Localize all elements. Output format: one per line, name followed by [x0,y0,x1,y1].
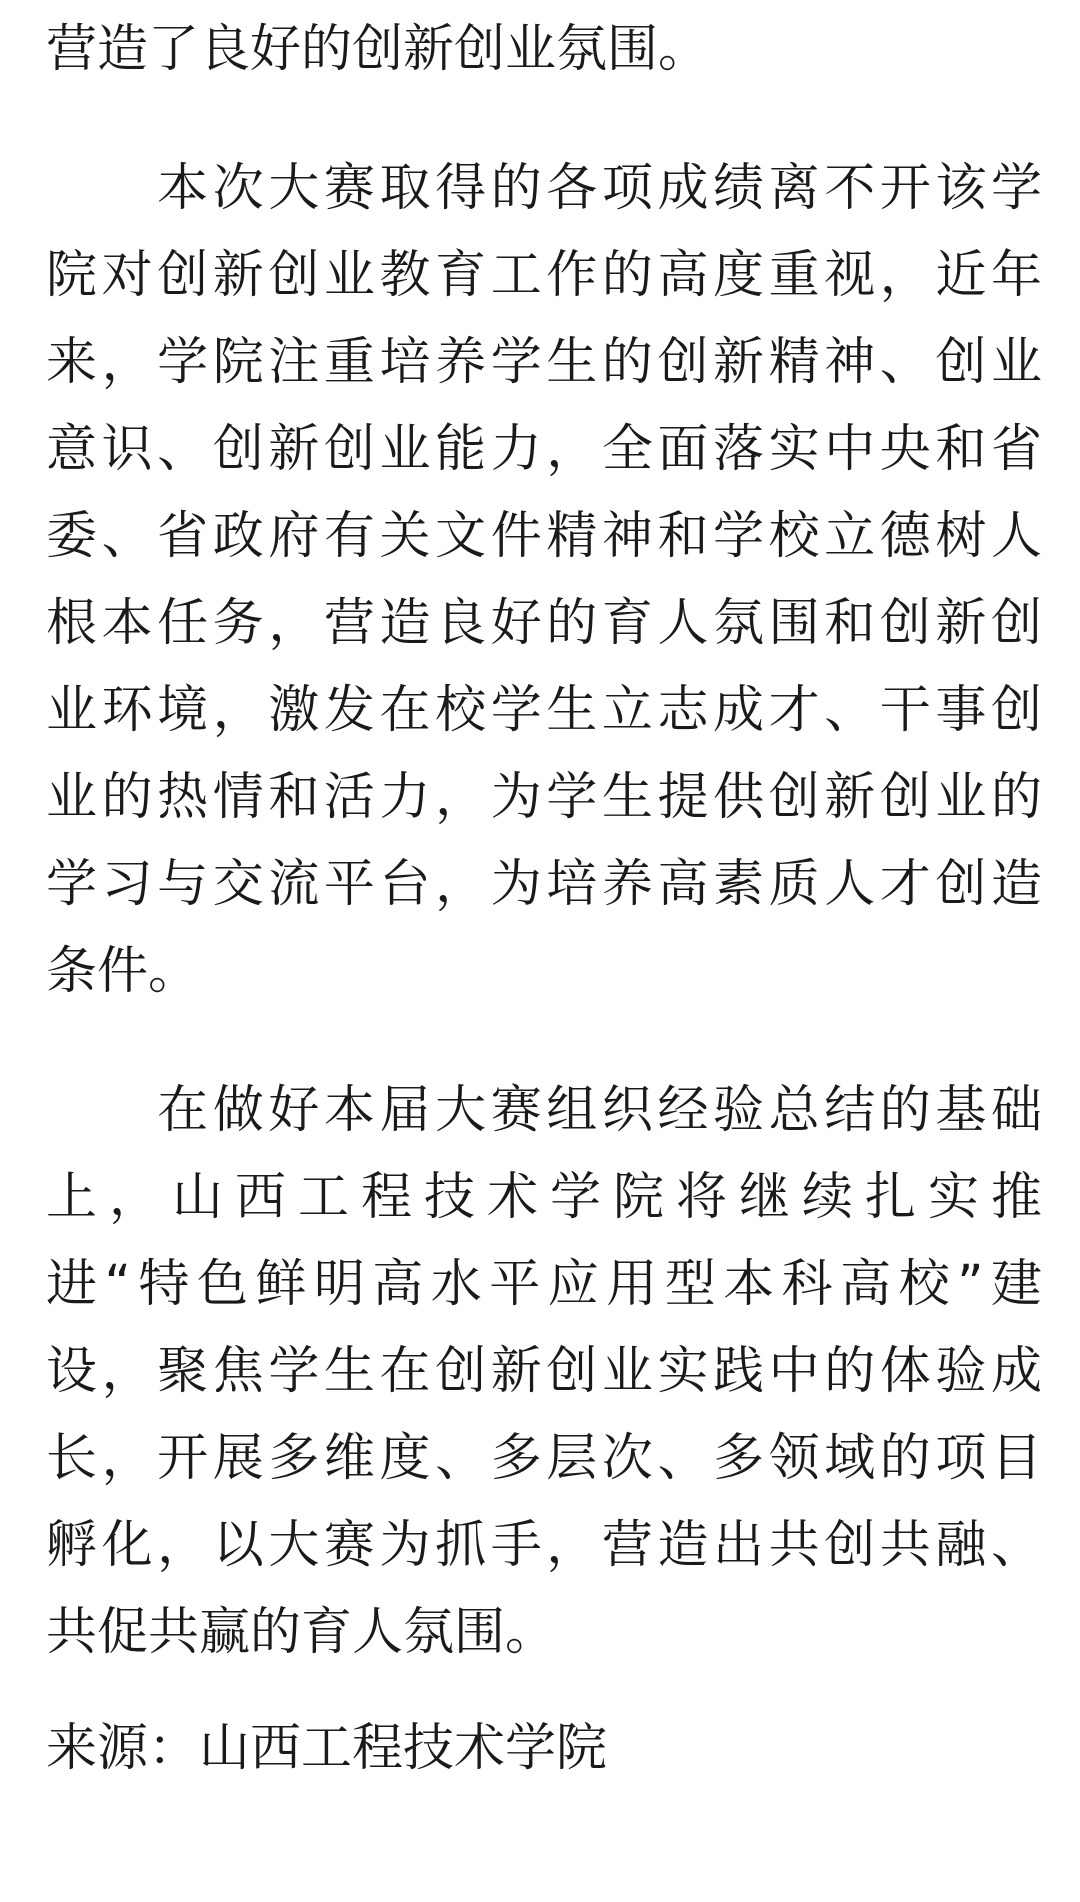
article-body [46,0,1042,1792]
paragraph-line: 根本任务，营造良好的育人氛围和创新创 [46,594,1042,653]
paragraph-line: 在做好本届大赛组织经验总结的基础 [46,1081,1042,1140]
paragraph-line: 业的热情和活力，为学生提供创新创业的 [46,768,1042,827]
paragraph-line: 委、省政府有关文件精神和学校立德树人 [46,507,1042,566]
paragraph-line: 意识、创新创业能力，全面落实中央和省 [46,420,1042,479]
paragraph-line: 条件。 [46,942,200,1001]
paragraph-line: 设，聚焦学生在创新创业实践中的体验成 [46,1342,1042,1401]
paragraph-line: 学习与交流平台，为培养高素质人才创造 [46,855,1042,914]
paragraph-line: 共促共赢的育人氛围。 [46,1603,557,1662]
paragraph-line: 营造了良好的创新创业氛围。 [46,20,710,79]
paragraph [46,145,1042,1015]
paragraph-line: 本次大赛取得的各项成绩离不开该学 [46,159,1042,218]
paragraph-line: 长，开展多维度、多层次、多领域的项目 [46,1429,1042,1488]
paragraph [46,1067,1042,1676]
source-credit: 来源：山西工程技术学院 [46,1719,608,1778]
paragraph [46,0,1042,93]
paragraph-line: 进“特色鲜明高水平应用型本科高校”建 [46,1255,1042,1314]
paragraph-line: 孵化，以大赛为抓手，营造出共创共融、 [46,1516,1042,1575]
paragraph-line: 来，学院注重培养学生的创新精神、创业 [46,333,1042,392]
paragraph-line: 业环境，激发在校学生立志成才、干事创 [46,681,1042,740]
paragraph-line: 院对创新创业教育工作的高度重视，近年 [46,246,1042,305]
paragraph-line: 上，山西工程技术学院将继续扎实推 [46,1168,1042,1227]
